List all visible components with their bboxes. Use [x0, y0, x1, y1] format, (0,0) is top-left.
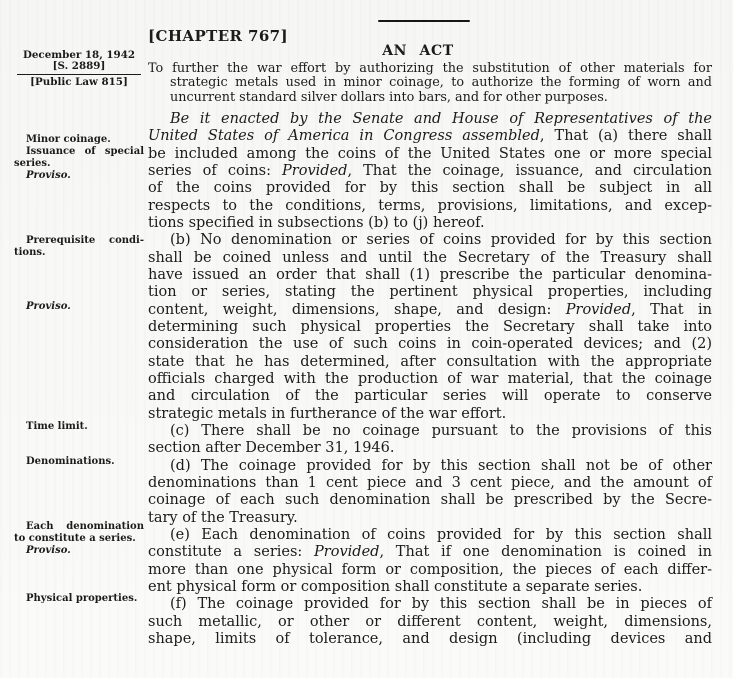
text-segment: , That the coinage, issuance, and circulation — [347, 162, 712, 179]
text-line — [148, 111, 712, 128]
text-line — [148, 302, 712, 319]
text-line — [148, 163, 712, 180]
text-line — [148, 475, 712, 492]
text-segment: content, weight, dimensions, shape, and design: — [148, 301, 566, 318]
text-line — [148, 631, 712, 648]
margin-note-line: Each denomination — [26, 521, 144, 532]
text-segment: ent physical form or composition shall constitute a separate series. — [148, 578, 643, 595]
text-segment: respects to the conditions, terms, provisions, limitations, and excep- — [148, 197, 712, 214]
margin-note-line: Denominations. — [26, 456, 115, 467]
margin-note-line: Issuance of special — [26, 146, 144, 157]
text-line — [148, 527, 712, 544]
text-line — [148, 354, 712, 371]
text-line — [148, 336, 712, 353]
act-heading: AN ACT — [382, 43, 454, 59]
text-segment: series of coins: — [148, 162, 283, 179]
paragraph — [148, 596, 712, 648]
margin-note-line: tions. — [14, 247, 46, 258]
text-segment: (d) The coinage provided for by this section shall not be of other — [170, 457, 712, 474]
text-segment: denominations than 1 cent piece and 3 cent piece, and the amount of — [148, 474, 712, 491]
text-segment: section after December 31, 1946. — [148, 440, 395, 457]
sidehead-bill-number: [S. 2889] — [52, 60, 106, 72]
margin-note-line: Proviso. — [26, 170, 71, 181]
text-segment: have issued an order that shall (1) prescribe the particular denomina- — [148, 266, 712, 283]
text-line — [148, 510, 712, 527]
preamble-line: uncurrent standard silver dollars into bars, and for other purposes. — [170, 89, 608, 105]
text-segment: (f) The coinage provided for by this section shall be in pieces of — [170, 596, 712, 613]
text-line — [148, 544, 712, 561]
text-line — [148, 371, 712, 388]
text-segment: tary of the Treasury. — [148, 509, 298, 526]
text-line — [148, 388, 712, 405]
sidehead-public-law: [Public Law 815] — [30, 75, 128, 88]
margin-note-line: series. — [14, 158, 51, 169]
preamble-line: strategic metals used in minor coinage, to authorize the forming of worn and — [170, 75, 712, 91]
text-segment: , That if one denomination is coined in — [379, 544, 712, 561]
sidehead-block — [14, 50, 144, 88]
text-line — [148, 198, 712, 215]
text-segment: officials charged with the production of war material, that the coinage — [148, 370, 712, 387]
text-line — [148, 458, 712, 475]
text-segment: , That in — [631, 301, 712, 318]
margin-note-line: Proviso. — [26, 301, 71, 312]
margin-note-line: to constitute a series. — [14, 533, 136, 544]
text-segment: coinage of each such denomination shall be prescribed by the Secre- — [148, 492, 712, 509]
text-line — [148, 232, 712, 249]
text-line — [148, 440, 712, 457]
italic-text-segment: Provided — [565, 301, 632, 318]
chapter-heading: [CHAPTER 767] — [148, 27, 289, 45]
text-line — [148, 423, 712, 440]
margin-note — [14, 456, 144, 468]
italic-text-segment: Be it enacted by the Senate and House of Representatives of the — [170, 111, 712, 127]
margin-note-line: Physical properties. — [26, 593, 138, 604]
italic-text-segment: United States of America in Congress assembled — [148, 128, 540, 145]
preamble-line: To further the war effort by authorizing the substitution of other materials for — [148, 61, 712, 76]
text-segment: and circulation of the particular series will operate to conserve — [148, 388, 712, 405]
text-segment: shall be coined unless and until the Secretary of the Treasury shall — [148, 249, 712, 266]
paragraph — [148, 458, 712, 527]
text-segment: shape, limits of tolerance, and design (including devices and — [148, 630, 712, 647]
text-line — [148, 614, 712, 631]
sidehead-date: December 18, 1942 — [22, 49, 136, 61]
text-line — [148, 562, 712, 579]
top-divider-rule — [378, 20, 470, 22]
paragraph — [148, 423, 712, 458]
text-segment: (b) No denomination or series of coins provided for by this section — [170, 232, 712, 249]
margin-note — [14, 134, 144, 182]
text-line — [148, 319, 712, 336]
text-line — [148, 250, 712, 267]
text-line — [148, 146, 712, 163]
text-line — [148, 492, 712, 509]
text-segment: such metallic, or other or different content, weight, dimensions, — [148, 613, 712, 630]
margin-note — [14, 421, 144, 433]
text-segment: consideration the use of such coins in coin-operated devices; and (2) — [148, 336, 712, 353]
text-line — [148, 180, 712, 197]
body-column — [148, 111, 712, 648]
margin-note-line: Prerequisite condi- — [26, 235, 144, 246]
text-line — [148, 579, 712, 596]
text-line — [148, 596, 712, 613]
text-segment: tions specified in subsections (b) to (j) hereof. — [148, 214, 485, 231]
text-line — [148, 406, 712, 423]
text-segment: (c) There shall be no coinage pursuant to the provisions of this — [170, 422, 712, 439]
text-line — [148, 284, 712, 301]
text-segment: be included among the coins of the United States one or more special — [148, 145, 712, 162]
margin-note-line: Time limit. — [26, 421, 88, 432]
text-segment: tion or series, stating the pertinent physical properties, including — [148, 284, 712, 301]
margin-note-line: Minor coinage. — [26, 134, 111, 145]
paragraph — [148, 232, 712, 423]
italic-text-segment: Provided — [282, 162, 348, 179]
margin-note-line: Proviso. — [26, 545, 71, 556]
text-segment: , That (a) there shall — [539, 128, 712, 145]
margin-note — [14, 235, 144, 259]
margin-note — [14, 301, 144, 313]
text-segment: constitute a series: — [148, 544, 315, 561]
margin-note — [14, 593, 144, 605]
text-segment: more than one physical form or composition, the pieces of each differ- — [148, 561, 712, 578]
italic-text-segment: Provided — [314, 544, 380, 561]
act-preamble — [148, 62, 712, 105]
paragraph — [148, 111, 712, 232]
sidehead-rule — [17, 74, 141, 76]
text-segment: (e) Each denomination of coins provided for by this section shall — [170, 526, 712, 543]
text-segment: strategic metals in furtherance of the war effort. — [148, 405, 507, 422]
text-line — [148, 267, 712, 284]
text-segment: state that he has determined, after consultation with the appropriate — [148, 353, 712, 370]
margin-note — [14, 521, 144, 557]
text-line — [148, 215, 712, 232]
text-segment: determining such physical properties the Secretary shall take into — [148, 318, 712, 335]
text-segment: of the coins provided for by this section shall be subject in all — [148, 180, 712, 197]
paragraph — [148, 527, 712, 596]
text-line — [148, 128, 712, 145]
